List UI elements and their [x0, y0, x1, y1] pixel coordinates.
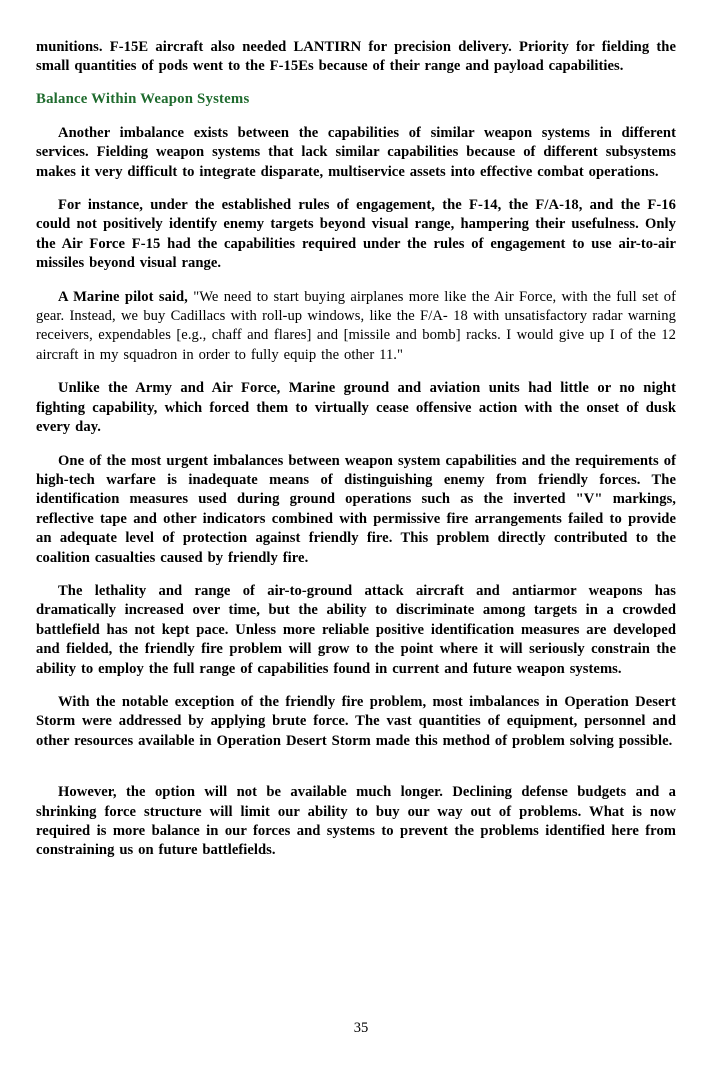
section-heading: Balance Within Weapon Systems — [36, 90, 250, 107]
quote-attribution: A Marine pilot said, — [58, 288, 188, 305]
paragraph-text: One of the most urgent imbalances between weapon system capabilities and the requirements of high-tech warfare is inadequate means of distinguishing enemy from friendly forces. The identification measures used during ground operations such as the inverted "V" markings, reflective tape and other indicators combined with permissive fire arrangements failed to provide an adequate level of protection against friendly fire. This problem directly contributed to the coalition casualties caused by friendly fire. — [36, 452, 676, 566]
paragraph-text: With the notable exception of the friendly fire problem, most imbalances in Operation Desert Storm were addressed by applying brute force. The vast quantities of equipment, personnel and other resources available in Operation Desert Storm made this method of problem solving possible. — [36, 693, 676, 749]
paragraph-night-fighting — [36, 379, 676, 437]
paragraph-continuation: munitions. F-15E aircraft also needed LANTIRN for precision delivery. Priority for fielding the small quantities of pods went to the F-15Es because of their range and payload capabilities. — [36, 39, 676, 75]
paragraph-text: For instance, under the established rules of engagement, the F-14, the F/A-18, and the F-16 could not positively identify enemy targets beyond visual range, hampering their usefulness. Only the Air Force F-15 had the capabilities required under the rules of engagement to use air-to-air missiles beyond visual range. — [36, 197, 676, 272]
paragraph-friendly-identification — [36, 452, 676, 568]
paragraph-gap — [36, 765, 676, 783]
paragraph-conclusion — [36, 783, 676, 861]
paragraph-text: The lethality and range of air-to-ground attack aircraft and antiarmor weapons has dramatically increased over time, but the ability to discriminate among targets in a crowded battlefield has not kept pace. Unless more reliable positive identification measures are developed and fielded, the friendly fire problem will grow to the point where it will seriously constrain the ability to employ the full range of capabilities found in current and future weapon systems. — [36, 582, 676, 677]
paragraph-text: Another imbalance exists between the capabilities of similar weapon systems in different services. Fielding weapon systems that lack similar capabilities because of different subsystems makes it very difficult to integrate disparate, multiservice assets into effective combat operations. — [36, 124, 676, 180]
paragraph-text: Unlike the Army and Air Force, Marine ground and aviation units had little or no night fighting capability, which forced them to virtually cease offensive action with the onset of dusk every day. — [36, 380, 676, 436]
paragraph-lethality-range — [36, 582, 676, 679]
paragraph-brute-force — [36, 693, 676, 751]
paragraph-text: However, the option will not be available much longer. Declining defense budgets and a shrinking force structure will limit our ability to buy our way out of problems. What is now required is more balance in our forces and systems to prevent the problems identified here from constraining us on future battlefields. — [36, 784, 676, 859]
paragraph-imbalance-services — [36, 124, 676, 182]
page-number: 35 — [353, 1020, 369, 1036]
paragraph-marine-pilot-quote — [36, 288, 676, 366]
paragraph-text: "We need to start buying airplanes more like the Air Force, with the full set of gear. Instead, we buy Cadillacs with roll-up windows, like the F/A- 18 with unsatisfactory radar warning receivers, expendables [e.g., chaff and flares] and [missile and bomb] racks. I would give up I of the 12 aircraft in my squadron in order to fully equip the other 11." — [36, 288, 676, 363]
paragraph-rules-of-engagement — [36, 196, 676, 274]
